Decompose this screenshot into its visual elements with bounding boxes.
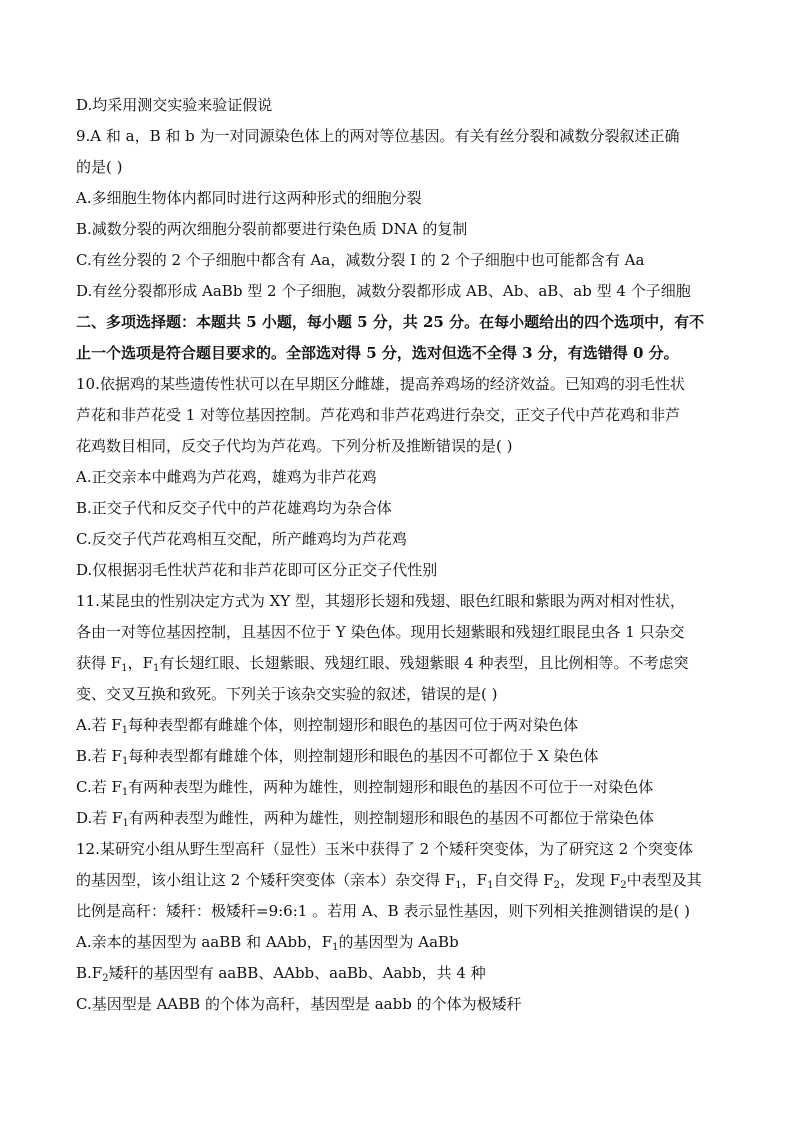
text-run: ，F: [461, 871, 488, 889]
text-line: [76, 837, 726, 861]
option-c-q9: C.有丝分裂的 2 个子细胞中都含有 Aa，减数分裂 I 的 2 个子细胞中也可能都含有 Aa: [76, 251, 645, 269]
text-line: [76, 155, 726, 179]
text-run: 的基因型，该小组让这 2 个矮秆突变体（亲本）杂交得 F: [76, 871, 456, 889]
text-line: [76, 465, 726, 489]
section-2-title-cont: 止一个选项是符合题目要求的。全部选对得 5 分，选对但选不全得 3 分，有选错得 0 分。: [76, 344, 679, 362]
subscript: 1: [455, 880, 462, 891]
text-run: 有两种表型为雌性，两种为雄性，则控制翅形和眼色的基因不可位于一对染色体: [128, 778, 654, 796]
subscript: 1: [122, 818, 129, 829]
question-10-stem-end: 花鸡数目相同，反交子代均为芦花鸡。下列分析及推断错误的是( ): [76, 437, 513, 455]
text-run: 每种表型都有雌雄个体，则控制翅形和眼色的基因可位于两对染色体: [128, 716, 579, 734]
text-line: [76, 124, 726, 148]
option-d-q8: D.均采用测交实验来验证假说: [76, 96, 273, 114]
option-b-q10: B.正交子代和反交子代中的芦花雄鸡均为杂合体: [76, 499, 392, 517]
text-line: [76, 558, 726, 582]
subscript: 1: [332, 942, 339, 953]
text-run: A.若 F: [76, 716, 122, 734]
question-12-stem: 12.某研究小组从野生型高秆（显性）玉米中获得了 2 个矮秆突变体，为了研究这 2 个突变体: [76, 840, 694, 858]
text-line: [76, 372, 726, 396]
text-line: [76, 434, 726, 458]
text-line: [76, 961, 726, 985]
text-line: [76, 713, 726, 737]
option-b-q9: B.减数分裂的两次细胞分裂前都要进行染色质 DNA 的复制: [76, 220, 468, 238]
subscript: 2: [102, 973, 109, 984]
text-line: [76, 992, 726, 1016]
question-10-stem-cont: 芦花和非芦花受 1 对等位基因控制。芦花鸡和非芦花鸡进行杂交，正交子代中芦花鸡和非芦: [76, 406, 681, 424]
section-2-title: 二、多项选择题：本题共 5 小题，每小题 5 分，共 25 分。在每小题给出的四个选项中，有不: [76, 313, 705, 331]
question-12-stem-end: 比例是高秆：矮秆：极矮秆=9:6:1 。若用 A、B 表示显性基因，则下列相关推测错误的是( ): [76, 902, 690, 920]
text-line: [76, 279, 726, 303]
text-line: [76, 930, 726, 954]
section-heading: [76, 310, 726, 334]
question-11-stem: 11.某昆虫的性别决定方式为 XY 型，其翅形长翅和残翅、眼色红眼和紫眼为两对相对性状，: [76, 592, 685, 610]
question-11-stem-cont: 各由一对等位基因控制，且基因不位于 Y 染色体。现用长翅紫眼和残翅红眼昆虫各 1 只杂交: [76, 623, 685, 641]
option-a-q10: A.正交亲本中雌鸡为芦花鸡，雄鸡为非芦花鸡: [76, 468, 377, 486]
subscript: 1: [121, 787, 129, 798]
text-run: 自交得 F: [493, 871, 554, 889]
question-10-stem: 10.依据鸡的某些遗传性状可以在早期区分雌雄，提高养鸡场的经济效益。已知鸡的羽毛性状: [76, 375, 685, 393]
text-run: C.若 F: [76, 778, 122, 796]
text-line: [76, 403, 726, 427]
option-a-q9: A.多细胞生物体内都同时进行这两种形式的细胞分裂: [76, 189, 422, 207]
text-line: [76, 248, 726, 272]
option-d-q9: D.有丝分裂都形成 AaBb 型 2 个子细胞，减数分裂都形成 AB、Ab、aB、ab 型 4 个子细胞: [76, 282, 691, 300]
text-line: [76, 527, 726, 551]
text-run: ，发现 F: [560, 871, 621, 889]
text-line: [76, 589, 726, 613]
text-line: [76, 775, 726, 799]
text-run: B.F: [76, 964, 103, 982]
text-line: [76, 217, 726, 241]
subscript: 1: [121, 756, 129, 767]
option-c-q12: C.基因型是 AABB 的个体为高秆，基因型是 aabb 的个体为极矮秆: [76, 995, 522, 1013]
question-9-stem: 9.A 和 a，B 和 b 为一对同源染色体上的两对等位基因。有关有丝分裂和减数分裂叙述正确: [76, 127, 680, 145]
text-line: [76, 186, 726, 210]
text-line: [76, 806, 726, 830]
text-run: A.亲本的基因型为 aaBB 和 AAbb，F: [76, 933, 333, 951]
subscript: 2: [620, 880, 627, 891]
text-line: [76, 682, 726, 706]
subscript: 1: [121, 663, 128, 674]
text-line: [76, 496, 726, 520]
text-line: [76, 868, 726, 892]
text-run: 每种表型都有雌雄个体，则控制翅形和眼色的基因不可都位于 X 染色体: [128, 747, 599, 765]
question-11-stem-end: 变、交叉互换和致死。下列关于该杂交实验的叙述，错误的是( ): [76, 685, 498, 703]
text-line: [76, 744, 726, 768]
text-line: [76, 620, 726, 644]
subscript: 1: [121, 725, 129, 736]
text-run: 中表型及其: [626, 871, 702, 889]
text-line: [76, 93, 726, 117]
text-run: D.若 F: [76, 809, 123, 827]
text-run: 获得 F: [76, 654, 122, 672]
subscript: 1: [487, 880, 494, 891]
question-9-stem-cont: 的是( ): [76, 158, 123, 176]
text-run: 有长翅红眼、长翅紫眼、残翅红眼、残翅紫眼 4 种表型，且比例相等。不考虑突: [159, 654, 689, 672]
subscript: 2: [553, 880, 560, 891]
subscript: 1: [152, 663, 160, 674]
option-d-q10: D.仅根据羽毛性状芦花和非芦花即可区分正交子代性别: [76, 561, 438, 579]
text-run: ，F: [127, 654, 153, 672]
text-run: 的基因型为 AaBb: [338, 933, 459, 951]
text-line: [76, 651, 726, 675]
text-line: [76, 899, 726, 923]
text-run: 有两种表型为雌性，两种为雄性，则控制翅形和眼色的基因不可都位于常染色体: [128, 809, 654, 827]
option-c-q10: C.反交子代芦花鸡相互交配，所产雌鸡均为芦花鸡: [76, 530, 407, 548]
text-run: B.若 F: [76, 747, 122, 765]
text-run: 矮秆的基因型有 aaBB、AAbb、aaBb、Aabb，共 4 种: [108, 964, 486, 982]
section-heading: [76, 341, 726, 365]
